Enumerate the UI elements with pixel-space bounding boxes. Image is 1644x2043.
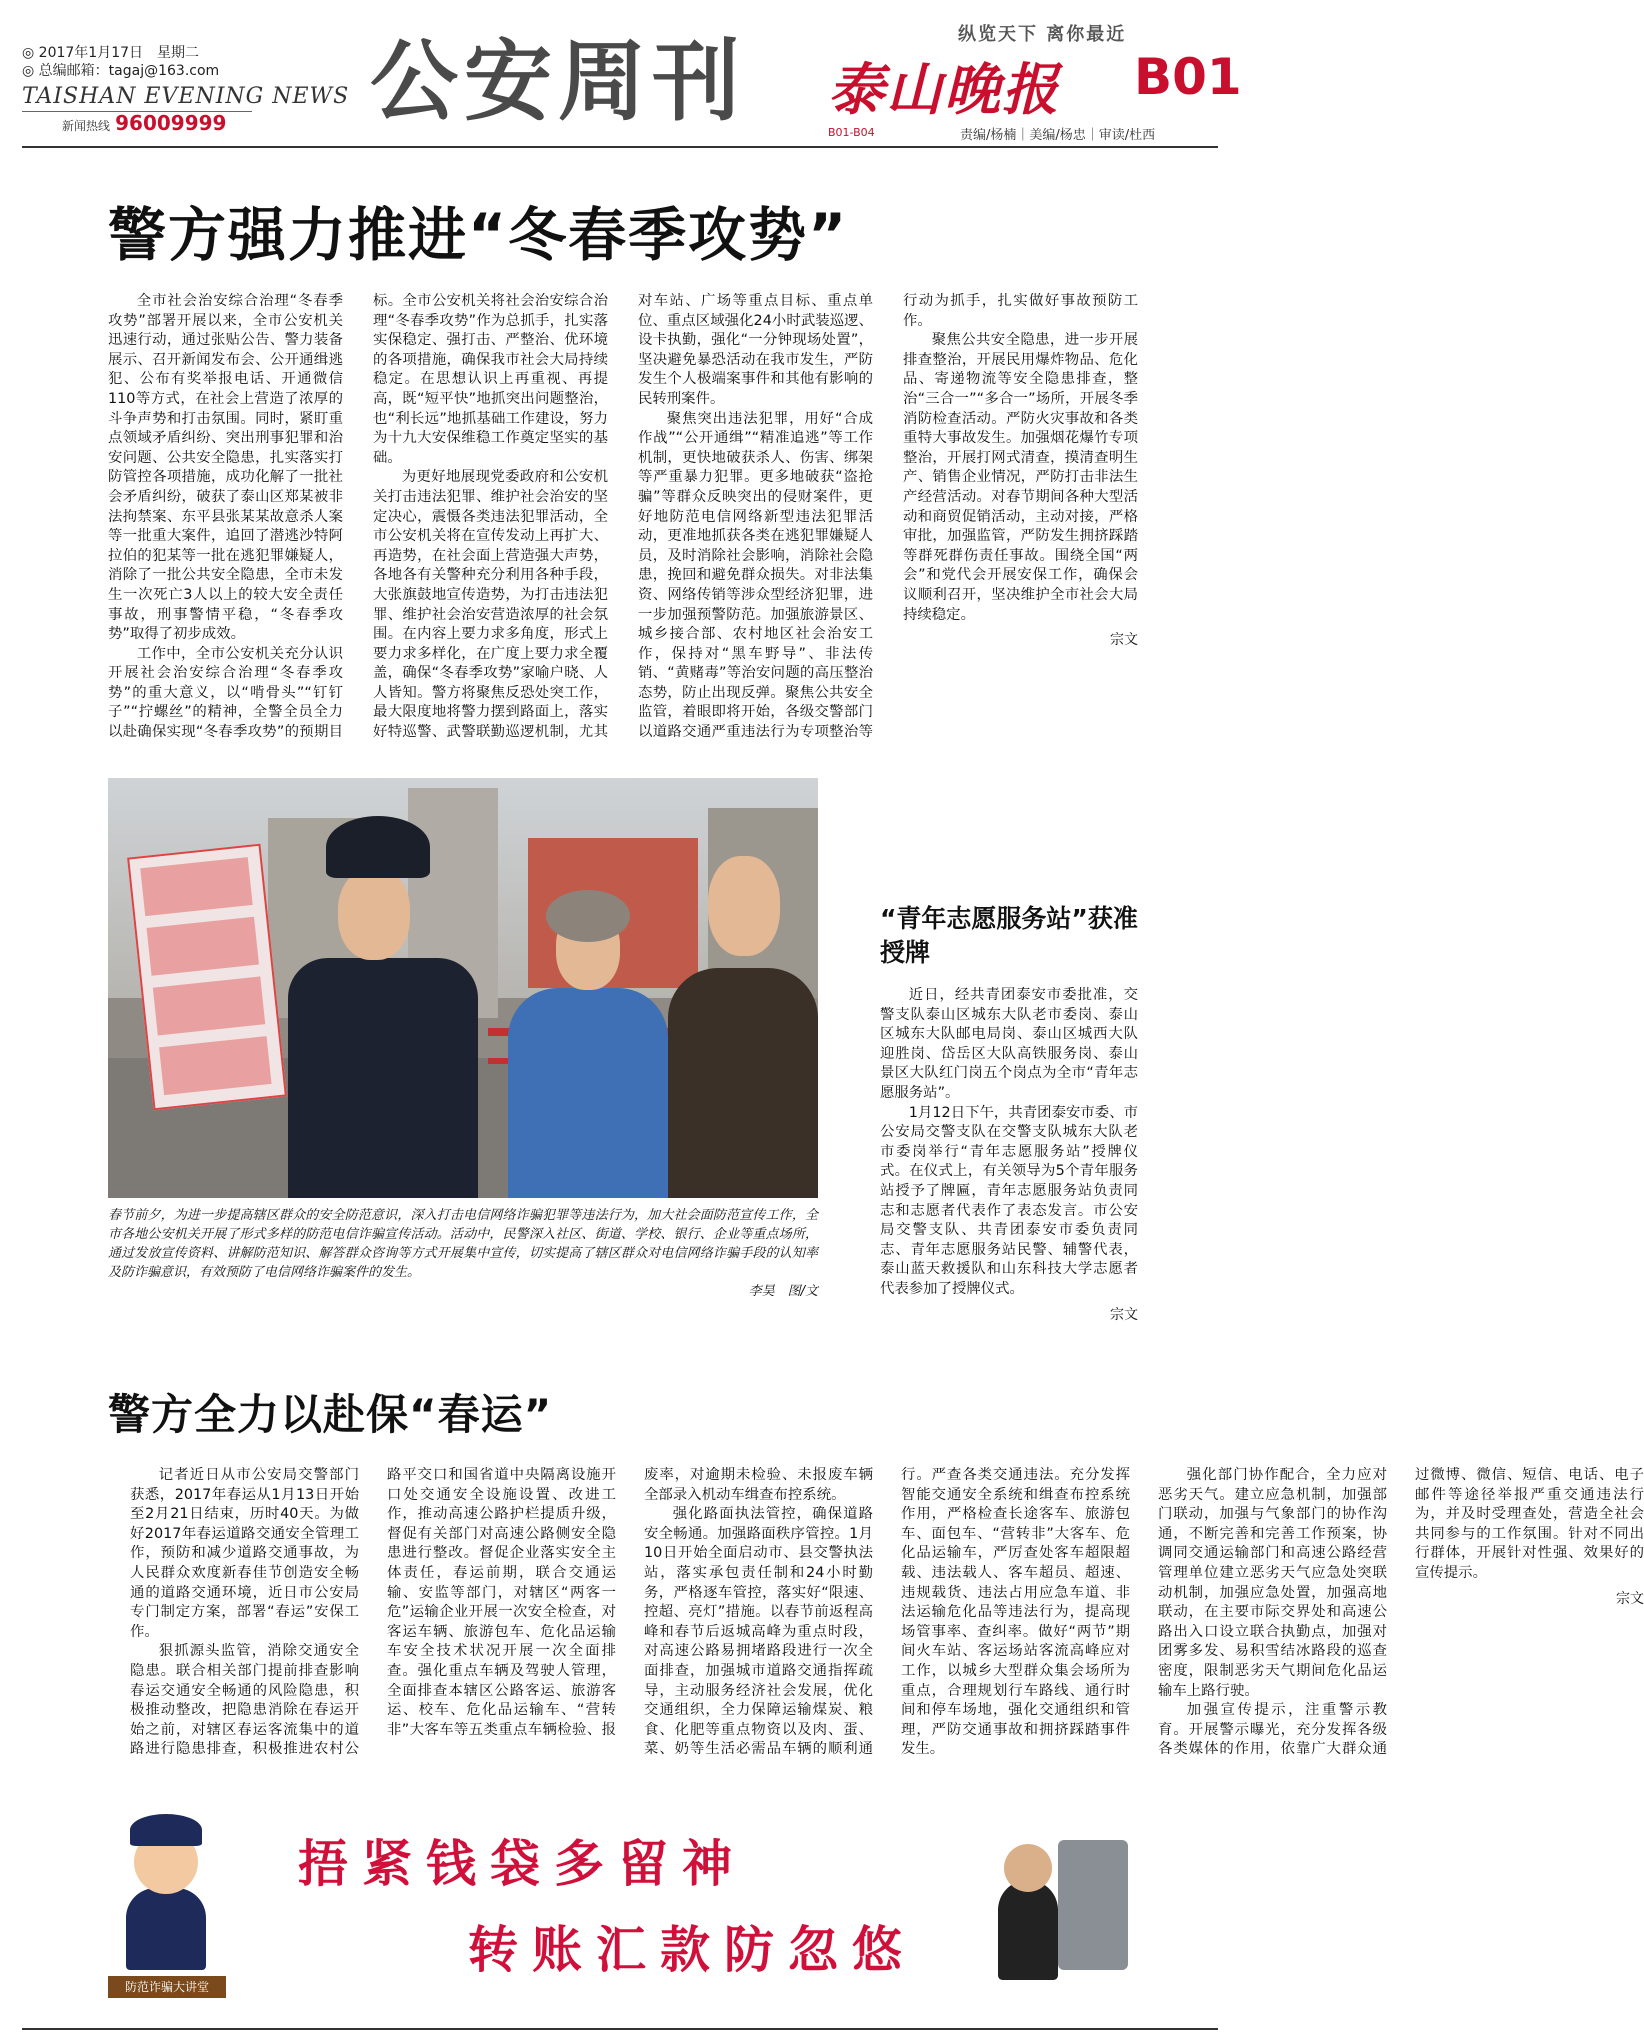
article1-paragraph: 聚焦突出违法犯罪，用好“合成作战”“公开通缉”“精准追逃”等工作机制，更快地破获杀人、伤害、绑架等严重暴力犯罪。更多地破获“盗抢骗”等群众反映突出的侵财案件，更好地防范电信网络新型违法犯罪活动，更准地抓获各类在逃犯罪嫌疑人员，及时消除社会影响，消除社会隐患，挽回和避免群众损失。对非法集资、网络传销等涉众型经济犯罪，进一步加强预警防范。加强旅游景区、城乡接合部、农村地区社会治安工作，保持对“黑车野导”、非法传销、“黄赌毒”等治安问题的高压整治态势，防止出现反弹。聚焦公共安全监管，着眼即将开始，各级交警部门以道路交通严重违法行为专项整治等行动为抓手，扎实做好事故预防工作。	[638, 293, 1138, 741]
header-divider	[22, 146, 1218, 148]
banner-line-2: 转账汇款防忽悠	[468, 1921, 916, 1979]
article3-paragraph: 狠抓源头监管，消除交通安全隐患。联合相关部门提前排查影响春运交通安全畅通的风险隐患，积极推动整改，把隐患消除在春运开始之前，对辖区春运客流集中的道路进行隐患排查，积极推进农村公路平交口和国省道中央隔离设施开口处交通安全设施设置、改进工作，推动高速公路护栏提质升级，督促有关部门对高速公路侧安全隐患进行整改。督促企业落实安全主体责任，春运前期，联合交通运输、安监等部门，对辖区“两客一危”运输企业开展一次安全检查，对客运车辆、旅游包车、危化品运输车安全技术状况开展一次全面排查。强化重点车辆及驾驶人管理，全面排查本辖区公路客运、旅游客运、校车、危化品运输车、“营转非”大客车等五类重点车辆检验、报废率，对逾期未检验、未报废车辆全部录入机动车缉查布控系统。	[130, 1467, 873, 1758]
photo-caption: 春节前夕，为进一步提高辖区群众的安全防范意识，深入打击电信网络诈骗犯罪等违法行为，加大社会面防范宣传工作，全市各地公安机关开展了形式多样的防范电信诈骗宣传活动。活动中，民警深入社区、街道、学校、银行、企业等重点场所，通过发放宣传资料、讲解防范知识、解答群众咨询等方式开展集中宣传，切实提高了辖区群众对电信网络诈骗手段的认知率及防诈骗意识，有效预防了电信网络诈骗案件的发生。	[108, 1208, 818, 1280]
banner-line-1: 捂紧钱袋多留神	[298, 1835, 746, 1893]
anti-fraud-banner	[108, 1800, 1148, 2015]
article2-paragraph: 1月12日下午，共青团泰安市委、市公安局交警支队在交警支队城东大队老市委岗举行“青年志愿服务站”授牌仪式。在仪式上，有关领导为5个青年服务站授予了牌匾，青年志愿服务站负责同志和志愿者代表作了表态发言。市公安局交警支队、共青团泰安市委负责同志、青年志愿服务站民警、辅警代表，泰山蓝天救援队和山东科技大学志愿者代表参加了授牌仪式。	[880, 1104, 1138, 1297]
article2-paragraph: 近日，经共青团泰安市委批准，交警支队泰山区城东大队老市委岗、泰山区城东大队邮电局岗、泰山区城西大队迎胜岗、岱岳区大队高铁服务岗、泰山景区大队红门岗五个岗点为全市“青年志愿服务站”。	[880, 987, 1138, 1101]
footer-rule	[22, 2028, 1218, 2030]
article1-body	[108, 292, 1138, 754]
photo-credit: 李昊 图/文	[748, 1284, 818, 1299]
article1-paragraph: 全市社会治安综合治理“冬春季攻势”部署开展以来，全市公安机关迅速行动，通过张贴公告、警力装备展示、召开新闻发布会、公开通缉逃犯、公布有奖举报电话、开通微信110等方式，在社会上营造了浓厚的斗争声势和打击氛围。同时，紧盯重点领域矛盾纠纷、突出刑事犯罪和治安问题、公共安全隐患，扎实落实打防管控各项措施，成功化解了一批社会矛盾纠纷，破获了泰山区郑某被非法拘禁案、东平县张某某故意杀人案等一批重大案件，追回了潜逃沙特阿拉伯的犯某等一批在逃犯罪嫌疑人，消除了一批公共安全隐患，全市未发生一次死亡3人以上的较大安全责任事故，刑事警情平稳，“冬春季攻势”取得了初步成效。	[108, 293, 343, 643]
section-title: 公安周刊	[370, 30, 747, 133]
english-name: TAISHAN EVENING NEWS	[22, 84, 350, 109]
article1-paragraph: 聚焦公共安全隐患，进一步开展排查整治，开展民用爆炸物品、危化品、寄递物流等安全隐患排查，整治“三合一”“多合一”场所，开展冬季消防检查活动。严防火灾事故和各类重特大事故发生。加强烟花爆竹专项整治，开展打网式清查，摸清查明生产、销售企业情况，严防打击非法生产经营活动。对春节期间各种大型活动和商贸促销活动，主动对接，严格审批，加强监管，严防发生拥挤踩踏等群死群伤责任事故。围绕全国“两会”和党代会开展安保工作，确保会议顺利召开，坚决维护全市社会大局持续稳定。	[903, 332, 1138, 623]
thief-illustration	[998, 1880, 1058, 1980]
article1-paragraph: 工作中，全市公安机关充分认识开展社会治安综合治理“冬春季攻势”的重大意义，以“啃骨头”“钉钉子”“拧螺丝”的精神，全警全员全力以赴确保实现“冬春季攻势”的预期目标。全市公安机关将社会治安综合治理“冬春季攻势”作为总抓手，扎实落实保稳定、强打击、严整治、优环境的各项措施，确保我市社会大局持续稳定。在思想认识上再重视、再提高，既“短平快”地抓突出问题整治，也“利长远”地抓基础工作建设，努力为十九大安保维稳工作奠定坚实的基础。	[108, 293, 608, 741]
article1-headline: 警方强力推进“冬春季攻势”	[108, 201, 849, 269]
article2-byline: 宗文	[1110, 1306, 1138, 1323]
article3-paragraph: 加强宣传提示，注重警示教育。开展警示曝光，充分发挥各级各类媒体的作用，依靠广大群众通过微博、微信、短信、电话、电子邮件等途径举报严重交通违法行为，并及时受理查处，营造全社会共同参与的工作氛围。针对不同出行群体，开展针对性强、效果好的宣传提示。	[1158, 1467, 1644, 1758]
date-line: ◎ 2017年1月17日 星期二	[22, 45, 200, 61]
editors-line: 责编/杨楠｜美编/杨忠｜审读/杜西	[960, 128, 1156, 143]
plaque-label: 防范诈骗大讲堂	[108, 1976, 226, 1998]
mascot-police	[126, 1888, 206, 1970]
article2-body	[880, 986, 1138, 1325]
newspaper-logo: 泰山晚报	[828, 57, 1060, 123]
logo-subtitle: B01-B04	[828, 126, 875, 139]
article3-byline: 宗文	[1616, 1590, 1644, 1607]
news-photo	[108, 778, 818, 1198]
atm-illustration	[1058, 1840, 1128, 1970]
article3-paragraph: 强化部门协作配合，全力应对恶劣天气。建立应急机制，加强部门联动，加强与气象部门的协作沟通，不断完善和完善工作预案，协调同交通运输部门和高速公路经营管理单位建立恶劣天气应急处突联动机制，加强应急处置，加强高地联动，在主要市际交界处和高速公路出入口设立联合执勤点，加强对团雾多发、易积雪结冰路段的巡查密度，限制恶劣天气期间危化品运输车上路行驶。	[1158, 1467, 1387, 1699]
article1-paragraph: 为更好地展现党委政府和公安机关打击违法犯罪、维护社会治安的坚定决心，震慑各类违法犯罪活动，全市公安机关将在宣传发动上再扩大、再造势，在社会面上营造强大声势，各地各有关警种充分利用各种手段，大张旗鼓地宣传造势，为打击违法犯罪、维护社会治安营造浓厚的社会氛围。在内容上要力求多角度，形式上要力求多样化，在广度上要力求全覆盖，确保“冬春季攻势”家喻户晓、人人皆知。警方将聚焦反恐处突工作，最大限度地将警力摆到路面上，落实好特巡警、武警联勤巡逻机制，尤其对车站、广场等重点目标、重点单位、重点区域强化24小时武装巡逻、设卡执勤，强化“一分钟现场处置”，坚决避免暴恐活动在我市发生，严防发生个人极端案事件和其他有影响的民转刑案件。	[373, 293, 873, 741]
article3-paragraph: 记者近日从市公安局交警部门获悉，2017年春运从1月13日开始至2月21日结束，历时40天。为做好2017年春运道路交通安全管理工作，预防和减少道路交通事故，为人民群众欢度新春佳节创造安全畅通的道路交通环境，近日市公安局专门制定方案，部署“春运”安保工作。	[130, 1467, 359, 1640]
editor-email: ◎ 总编邮箱：tagaj@163.com	[22, 63, 220, 79]
hotline: 新闻热线 96009999	[62, 111, 227, 135]
article1-byline: 宗文	[1110, 632, 1138, 649]
article3-headline: 警方全力以赴保“春运”	[108, 1390, 553, 1439]
article3-paragraph: 强化路面执法管控，确保道路安全畅通。加强路面秩序管控。1月10日开始全面启动市、县交警执法站，落实承包责任制和24小时勤务，严格逐车管控，落实好“限速、控超、亮灯”措施。以春节前返程高峰和春节后返城高峰为重点时段，对高速公路易拥堵路段进行一次全面排查，加强城市道路交通指挥疏导，主动服务经济社会发展，优化交通组织，全力保障运输煤炭、粮食、化肥等重点物资以及肉、蛋、菜、奶等生活必需品车辆的顺利通行。严查各类交通违法。充分发挥智能交通安全系统和缉查布控系统作用，严格检查长途客车、旅游包车、面包车、“营转非”大客车、危化品运输车，严厉查处客车超限超载、违法载人、客车超员、超速、违规载货、违法占用应急车道、非法运输危化品等违法行为，提高现场管事率、查纠率。做好“两节”期间火车站、客运场站客流高峰应对工作，以城乡大型群众集会场所为重点，合理规划行车路线、通行时间和停车场地，强化交通组织和管理，严防交通事故和拥挤踩踏事件发生。	[644, 1467, 1130, 1758]
page-number: B01	[1134, 48, 1242, 106]
slogan: 纵览天下 离你最近	[958, 24, 1127, 45]
article3-body	[130, 1466, 1644, 1776]
article2-headline: “青年志愿服务站”获准授牌	[880, 904, 1138, 967]
